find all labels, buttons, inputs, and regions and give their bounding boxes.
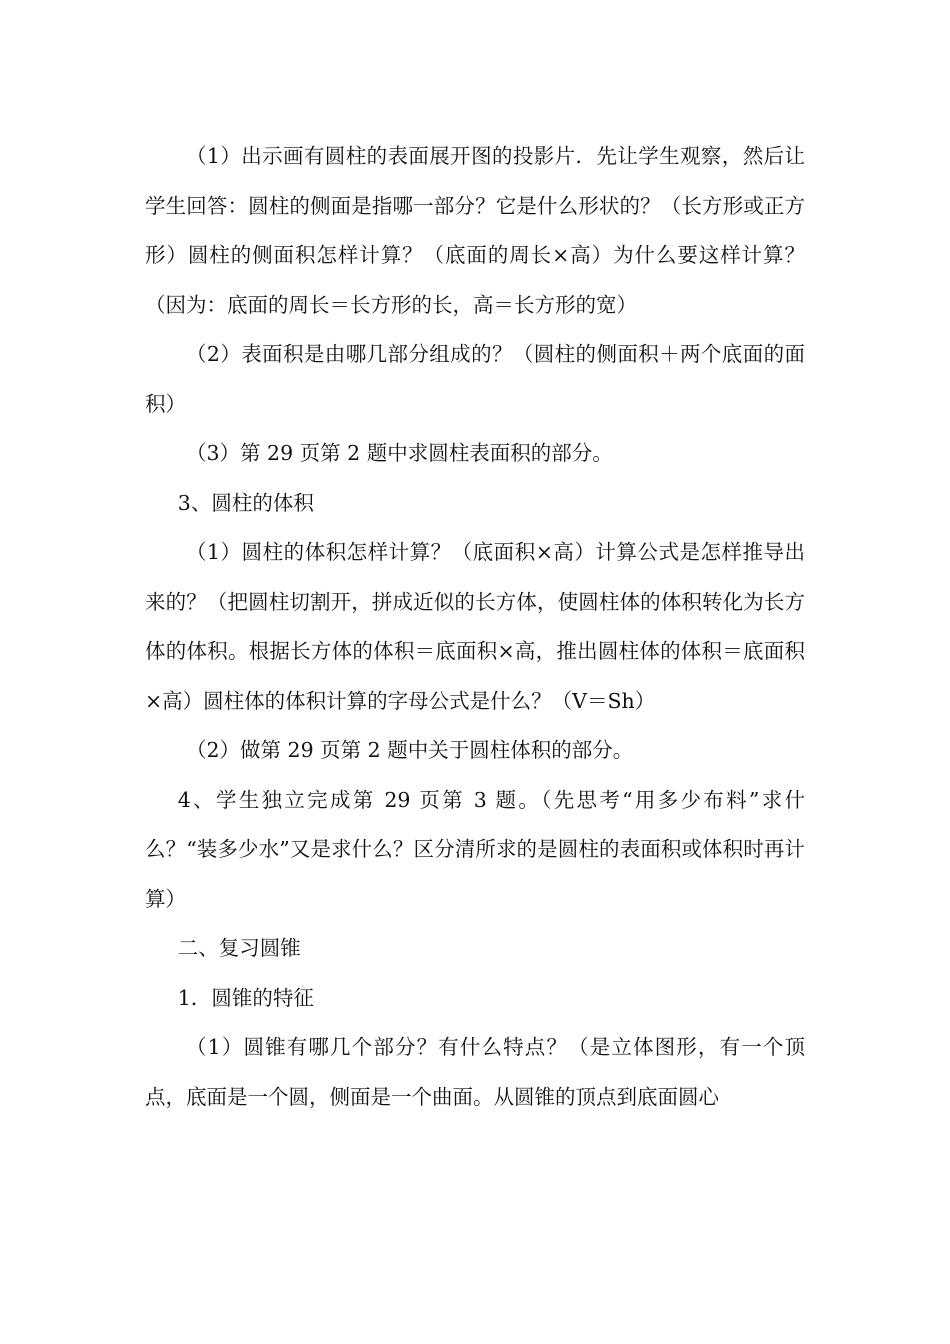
- paragraph-surface-area-parts: （2）表面积是由哪几部分组成的？（圆柱的侧面积＋两个底面的面积）: [145, 342, 805, 416]
- document-page: [145, 132, 805, 1122]
- paragraph-independent-exercise: 4、学生独立完成第 29 页第 3 题。（先思考“用多少布料”求什么？“装多少水”又是求什么？区分清所求的是圆柱的表面积或体积时再计算）: [145, 787, 805, 911]
- paragraph-exercise-surface-area: （3）第 29 页第 2 题中求圆柱表面积的部分。: [186, 441, 613, 465]
- paragraph-cone-parts: （1）圆锥有哪几个部分？有什么特点？（是立体图形，有一个顶点，底面是一个圆，侧面是一个曲面。从圆锥的顶点到底面圆心: [145, 1035, 805, 1109]
- paragraph-cylinder-volume-formula: （1）圆柱的体积怎样计算？（底面积×高）计算公式是怎样推导出来的？（把圆柱切割开，拼成近似的长方体，使圆柱体的体积转化为长方体的体积。根据长方体的体积＝底面积×高，推出圆柱体的体积＝底面积×高）圆柱体的体积计算的字母公式是什么？（V＝Sh）: [145, 540, 805, 713]
- paragraph-cylinder-lateral-area: （1）出示画有圆柱的表面展开图的投影片．先让学生观察，然后让学生回答：圆柱的侧面是指哪一部分？它是什么形状的？（长方形或正方形）圆柱的侧面积怎样计算？（底面的周长×高）为什么要这样计算？（因为：底面的周长＝长方形的长，高＝长方形的宽）: [145, 144, 805, 317]
- paragraph-exercise-volume: （2）做第 29 页第 2 题中关于圆柱体积的部分。: [186, 738, 634, 762]
- heading-cone-features: 1．圆锥的特征: [177, 985, 314, 1010]
- heading-cylinder-volume: 3、圆柱的体积: [177, 490, 314, 515]
- heading-review-cone: 二、复习圆锥: [177, 936, 301, 960]
